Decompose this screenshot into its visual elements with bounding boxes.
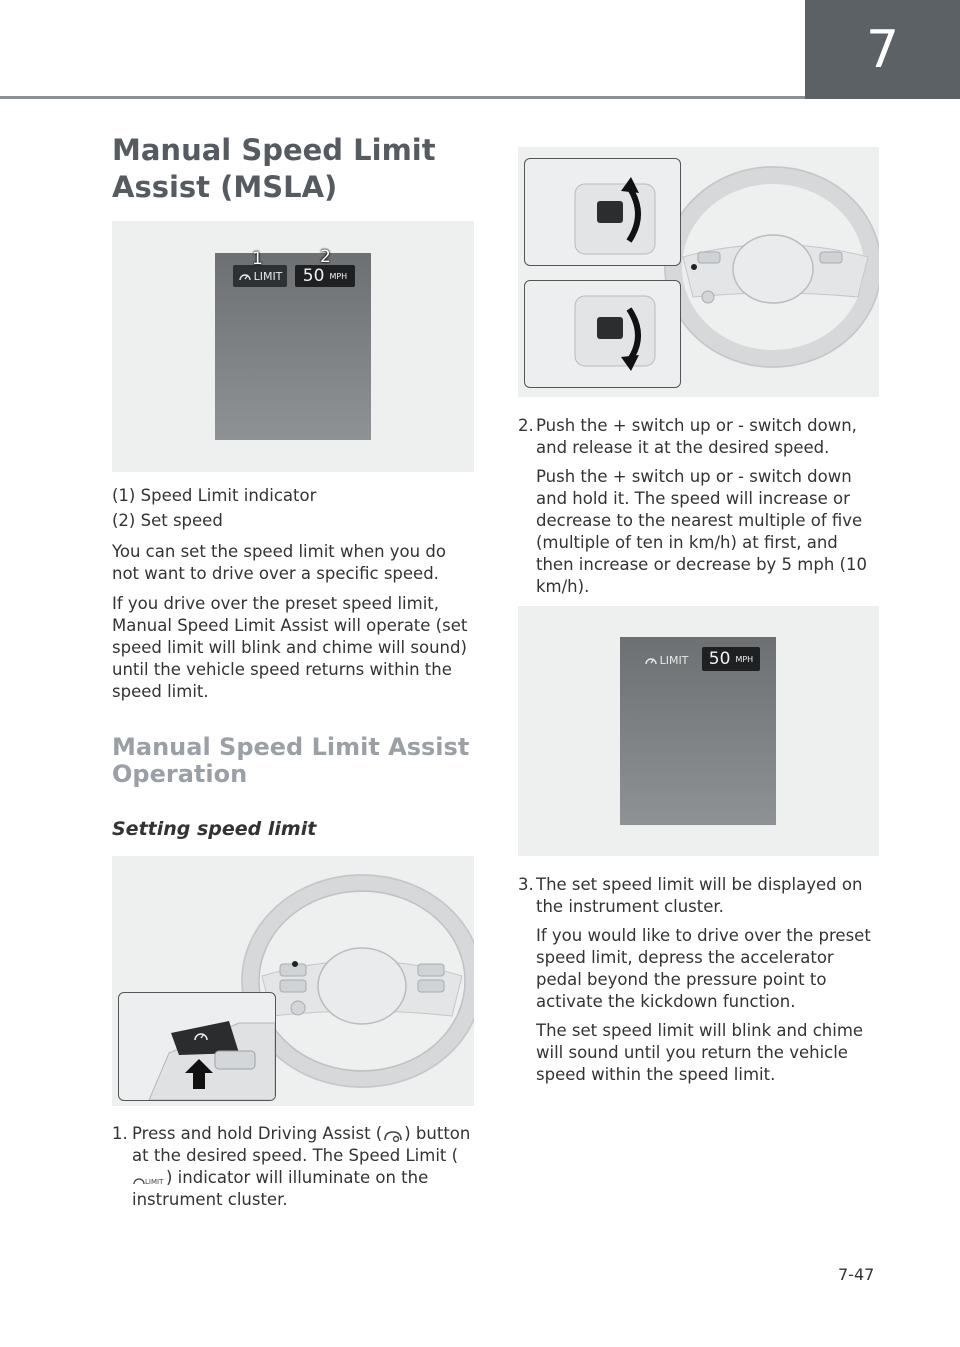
set-speed-display: 50 MPH (295, 265, 355, 287)
caption-1: (1) Speed Limit indicator (112, 486, 317, 505)
page-number: 7-47 (838, 1265, 875, 1284)
switch-up-inset (524, 158, 681, 266)
svg-text:LIMIT: LIMIT (145, 1177, 164, 1186)
chapter-tab (805, 0, 960, 99)
step-3: 3. The set speed limit will be displayed on the instrument cluster. If you would like to drive over the preset speed limit, depress the accelerator pedal beyond the pressure point to activate the kickdown function. The set speed limit will blink and chime will sound until you return the vehicle speed within the speed limit. (518, 875, 871, 1084)
chapter-number: 7 (865, 19, 900, 80)
section-title: Manual Speed Limit Assist (MSLA) (112, 133, 436, 204)
speed-switch-figure (518, 147, 879, 397)
step-2-number: 2. (518, 416, 534, 435)
intro-paragraph-2: If you drive over the preset speed limit, Manual Speed Limit Assist will operate (set speed limit will blink and chime will sound) until the vehicle speed returns within the speed limit. (112, 594, 468, 701)
step-1-number: 1. (112, 1124, 128, 1143)
cluster-display (620, 637, 776, 825)
steering-wheel-figure (112, 856, 474, 1106)
subheading: Setting speed limit (112, 818, 317, 840)
driving-assist-inset (118, 992, 276, 1101)
set-speed-display: 50 MPH (702, 647, 760, 671)
cluster-figure-1 (112, 221, 474, 472)
step-1: 1. Press and hold Driving Assist ( ) button at the desired speed. The Speed Limit ( LIMIT ) indicator will illuminate on the instrument cluster. (112, 1124, 471, 1209)
step-3-number: 3. (518, 875, 534, 894)
speed-limit-icon (644, 655, 658, 665)
caption-2: (2) Set speed (112, 511, 223, 530)
cluster-figure-2 (518, 606, 879, 856)
step-2: 2. Push the + switch up or - switch down, and release it at the desired speed. Push the + switch up or - switch down and hold it. The speed will increase or decrease to the nearest multiple of five (multiple of ten in km/h) at first, and then increase or decrease by 5 mph (10 km/h). (518, 416, 867, 596)
speed-limit-indicator: LIMIT (642, 649, 690, 671)
speed-limit-icon (238, 271, 252, 281)
speed-limit-indicator: LIMIT (233, 265, 287, 287)
callout-2: 2 (320, 247, 331, 267)
header-rule (0, 96, 808, 99)
intro-text (112, 485, 474, 711)
intro-paragraph-1: You can set the speed limit when you do not want to drive over a specific speed. (112, 542, 446, 583)
callout-1: 1 (252, 249, 263, 269)
driving-assist-icon (193, 1029, 209, 1041)
speed-limit-icon (132, 1172, 166, 1186)
cluster-display (215, 253, 371, 440)
switch-down-inset (524, 280, 681, 388)
operation-heading: Manual Speed Limit Assist Operation (112, 733, 470, 788)
driving-assist-icon (382, 1128, 404, 1142)
